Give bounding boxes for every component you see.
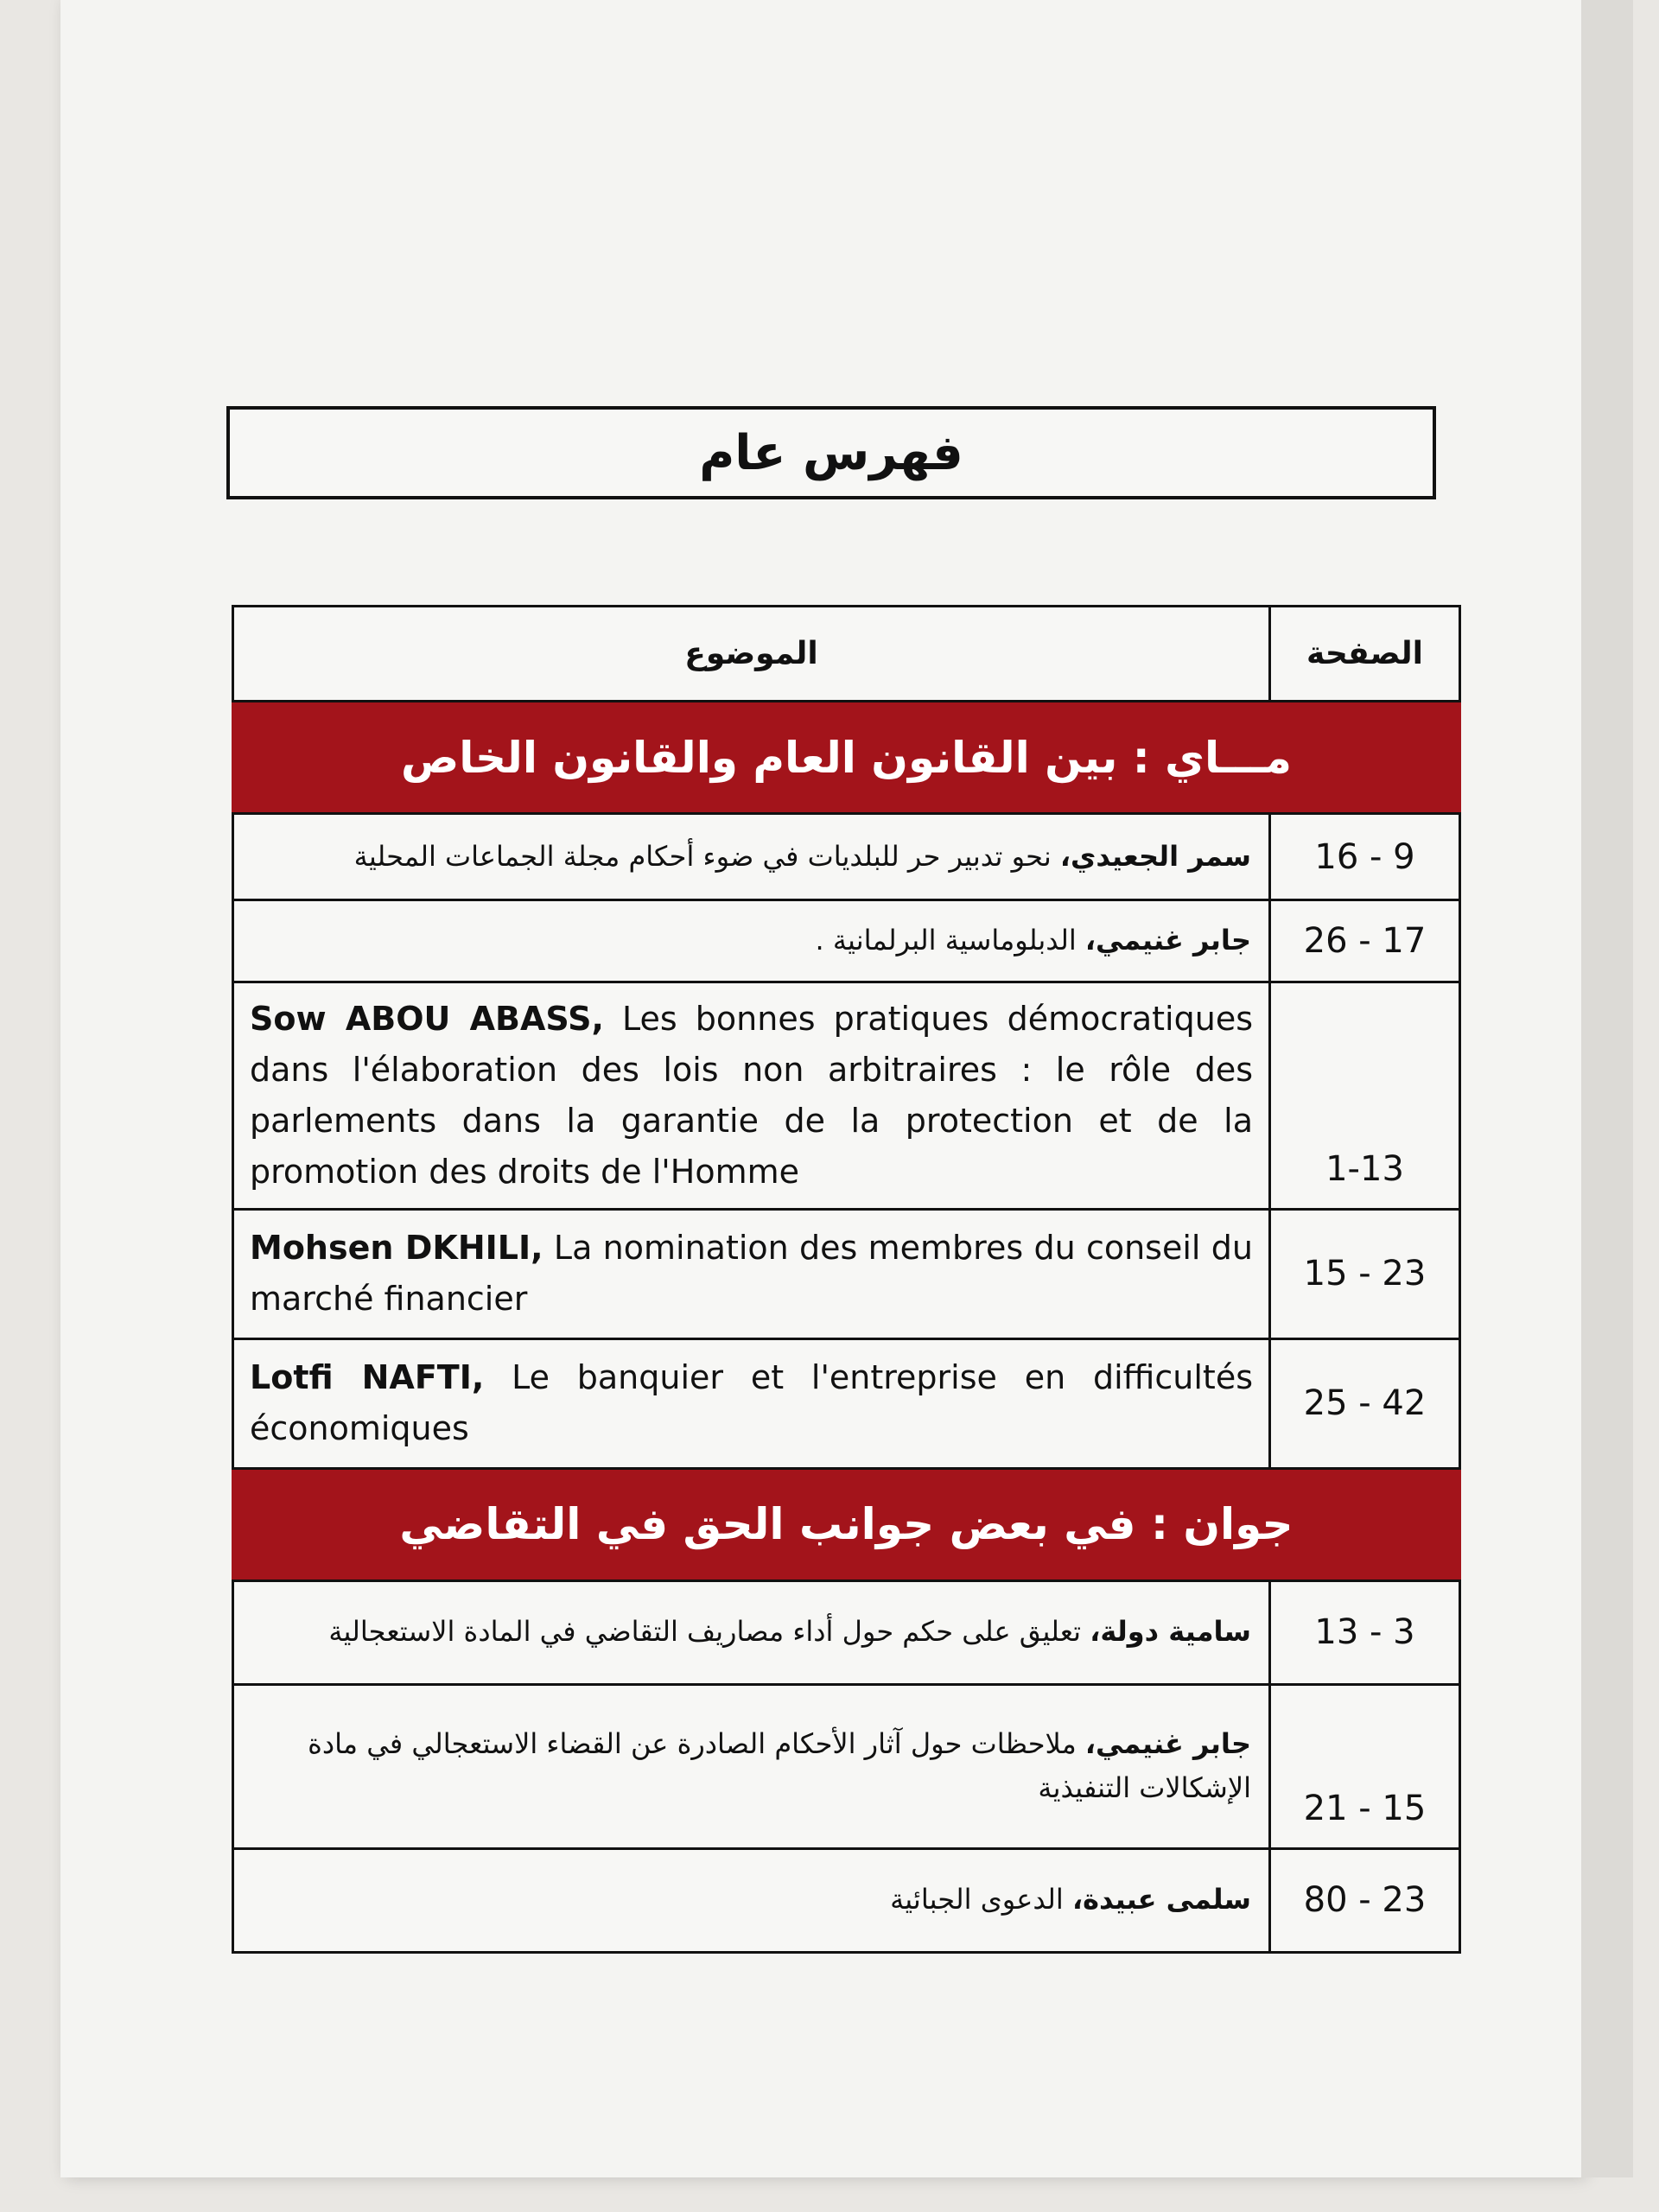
page-edge xyxy=(1581,0,1633,2177)
table-row xyxy=(233,1580,1460,1684)
entry-title: La nomination des membres du conseil du marché financier xyxy=(250,1229,1253,1319)
entry-cell xyxy=(233,814,1270,900)
entry-author: Mohsen DKHILI, xyxy=(250,1229,543,1268)
table-row xyxy=(233,900,1460,982)
entry-author: سمر الجعيدي، xyxy=(1059,839,1251,873)
index-title-box xyxy=(226,406,1436,499)
entry-title: نحو تدبير حر للبلديات في ضوء أحكام مجلة الجماعات المحلية xyxy=(353,839,1060,873)
entry-author: Sow ABOU ABASS, xyxy=(250,1000,604,1038)
entry-pages: 25 - 42 xyxy=(1270,1338,1460,1468)
header-subject: الموضوع xyxy=(233,607,1270,702)
table-row xyxy=(233,982,1460,1210)
entry-title: Les bonnes pratiques démocratiques dans l'élaboration des lois non arbitraires : le rôle des parlements dans la garantie de la protection et de la promotion des droits de l'Homme xyxy=(250,1000,1253,1191)
table-row xyxy=(233,1209,1460,1338)
table-row xyxy=(233,1338,1460,1468)
entry-title: Le banquier et l'entreprise en difficultés économiques xyxy=(250,1358,1253,1448)
entry-pages: 80 - 23 xyxy=(1270,1848,1460,1952)
entry-author: جابر غنيمي، xyxy=(1084,1726,1251,1760)
entry-cell xyxy=(233,982,1270,1210)
entry-cell xyxy=(233,1684,1270,1848)
table-row xyxy=(233,814,1460,900)
section-heading: مـــاي : بين القانون العام والقانون الخاص xyxy=(233,702,1460,814)
table-row xyxy=(233,1684,1460,1848)
entry-cell xyxy=(233,1209,1270,1338)
section-row xyxy=(233,702,1460,814)
entry-cell xyxy=(233,1338,1270,1468)
table-of-contents xyxy=(232,605,1461,1954)
entry-title: الدعوى الجبائية xyxy=(890,1883,1072,1916)
index-title: فهرس عام xyxy=(699,424,963,481)
entry-pages: 21 - 15 xyxy=(1270,1684,1460,1848)
section-heading: جوان : في بعض جوانب الحق في التقاضي xyxy=(233,1468,1460,1580)
entry-title: ملاحظات حول آثار الأحكام الصادرة عن القضاء الاستعجالي في مادة الإشكالات التنفيذية xyxy=(308,1726,1251,1805)
entry-cell xyxy=(233,1580,1270,1684)
table-row xyxy=(233,1848,1460,1952)
entry-title: الدبلوماسية البرلمانية . xyxy=(815,924,1085,957)
entry-author: سامية دولة، xyxy=(1090,1615,1251,1649)
entry-author: سلمى عبيدة، xyxy=(1071,1883,1251,1916)
entry-pages: 1-13 xyxy=(1270,982,1460,1210)
entry-title: تعليق على حكم حول أداء مصاريف التقاضي في المادة الاستعجالية xyxy=(328,1615,1090,1649)
section-row xyxy=(233,1468,1460,1580)
header-page: الصفحة xyxy=(1270,607,1460,702)
entry-author: جابر غنيمي، xyxy=(1084,924,1251,957)
entry-pages: 16 - 9 xyxy=(1270,814,1460,900)
entry-cell xyxy=(233,900,1270,982)
table-header-row xyxy=(233,607,1460,702)
entry-cell xyxy=(233,1848,1270,1952)
entry-pages: 15 - 23 xyxy=(1270,1209,1460,1338)
entry-author: Lotfi NAFTI, xyxy=(250,1358,485,1397)
entry-pages: 26 - 17 xyxy=(1270,900,1460,982)
entry-pages: 13 - 3 xyxy=(1270,1580,1460,1684)
